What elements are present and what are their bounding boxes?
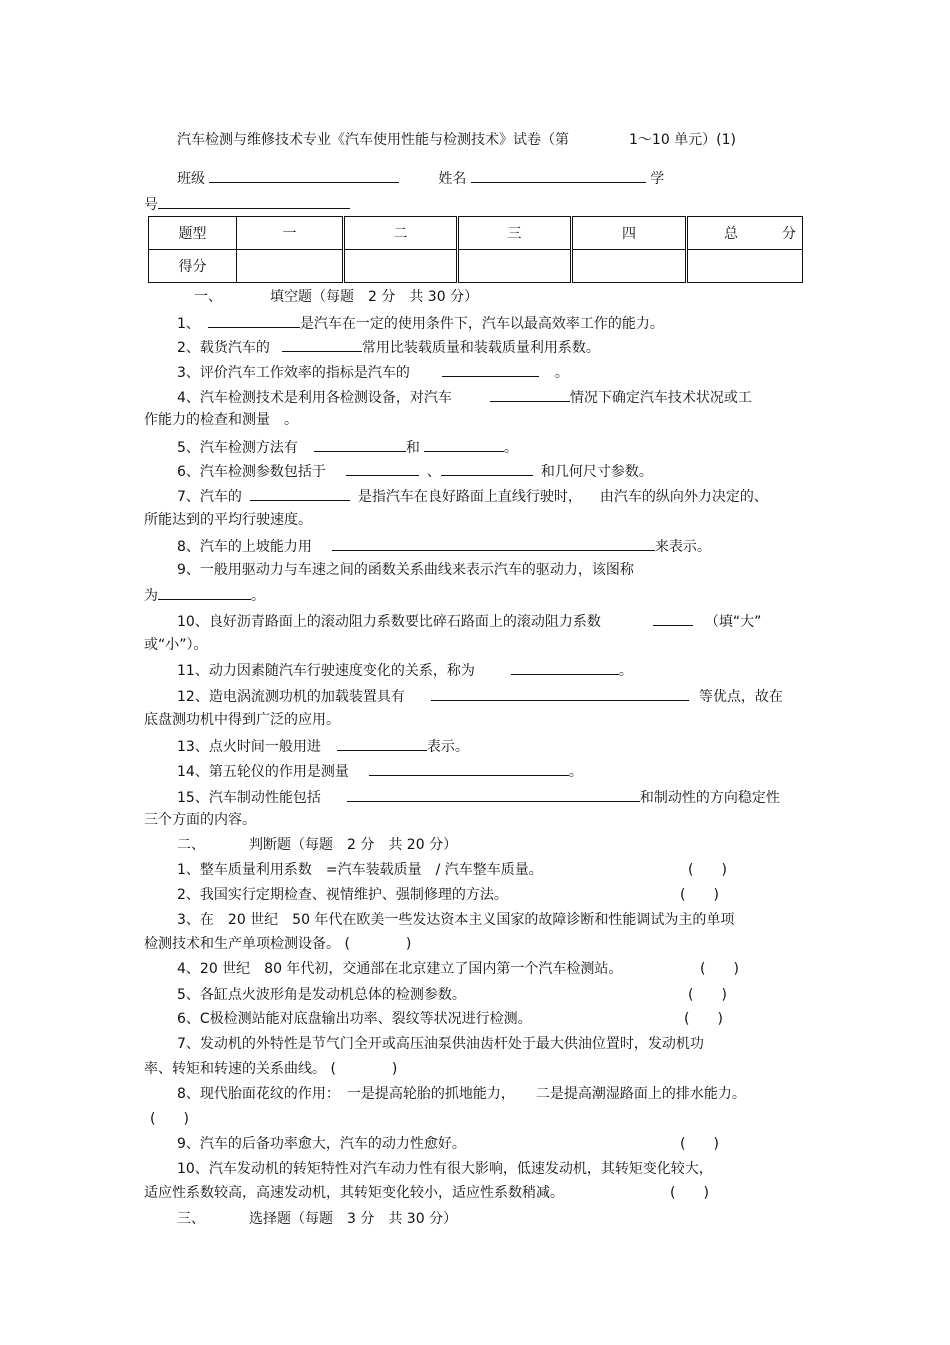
fill-q1: 1、 是汽车在一定的使用条件下，汽车以最高效率工作的能力。 xyxy=(177,313,664,333)
fill-q13-blank[interactable] xyxy=(337,736,427,751)
judge-q1: 1、整车质量利用系数 =汽车装载质量 / 汽车整车质量。 xyxy=(177,862,543,878)
fill-q8-blank[interactable] xyxy=(332,536,655,551)
judge-q6: 6、C极检测站能对底盘输出功率、裂纹等状况进行检测。 xyxy=(177,1011,532,1027)
fill-q11: 11、动力因素随汽车行驶速度变化的关系，称为 。 xyxy=(177,660,633,680)
column-3: 三 xyxy=(458,217,572,250)
judge-q5-answer[interactable]: ( ) xyxy=(688,987,727,1003)
fill-q10-blank[interactable] xyxy=(653,611,693,626)
fill-q5-blank-1[interactable] xyxy=(314,437,406,452)
section-2-heading: 二、 判断题（每题 2 分 共 20 分） xyxy=(177,837,458,853)
fill-q1-blank[interactable] xyxy=(208,313,300,328)
fill-q14-blank[interactable] xyxy=(369,761,569,776)
judge-q3-cont: 检测技术和生产单项检测设备。 ( ) xyxy=(144,936,412,952)
judge-q7-cont: 率、转矩和转速的关系曲线。 ( ) xyxy=(144,1061,398,1077)
fill-q7-blank[interactable] xyxy=(250,486,350,501)
column-4: 四 xyxy=(572,217,687,250)
judge-q4: 4、20 世纪 80 年代初，交通部在北京建立了国内第一个汽车检测站。 xyxy=(177,961,623,977)
fill-q9-blank[interactable] xyxy=(158,585,251,600)
fill-q4-cont: 作能力的检查和测量 。 xyxy=(144,412,298,428)
score-label: 得分 xyxy=(149,250,237,283)
score-cell-1[interactable] xyxy=(237,250,344,283)
student-info-line xyxy=(177,168,664,188)
judge-q8: 8、现代胎面花纹的作用： 一是提高轮胎的抓地能力， 二是提高潮湿路面上的排水能力。 xyxy=(177,1086,746,1102)
judge-q9: 9、汽车的后备功率愈大，汽车的动力性愈好。 xyxy=(177,1136,466,1152)
fill-q12-cont: 底盘测功机中得到广泛的应用。 xyxy=(144,712,340,728)
fill-q3-blank[interactable] xyxy=(442,362,539,377)
fill-q3: 3、评价汽车工作效率的指标是汽车的 。 xyxy=(177,362,569,382)
judge-q3: 3、在 20 世纪 50 年代在欧美一些发达资本主义国家的故障诊断和性能调试为主的单项 xyxy=(177,912,735,928)
judge-q4-answer[interactable]: ( ) xyxy=(700,961,739,977)
section-3-heading: 三、 选择题（每题 3 分 共 30 分） xyxy=(177,1211,458,1227)
class-field[interactable] xyxy=(209,168,399,183)
fill-q5: 5、汽车检测方法有 和 。 xyxy=(177,437,518,457)
fill-q15: 15、汽车制动性能包括 和制动性的方向稳定性 xyxy=(177,787,780,807)
score-table xyxy=(148,216,803,283)
question-type-label: 题型 xyxy=(149,217,237,250)
fill-q10-cont: 或“小”）。 xyxy=(144,637,208,653)
fill-q4: 4、汽车检测技术是利用各检测设备，对汽车 情况下确定汽车技术状况或工 xyxy=(177,387,752,407)
judge-q5: 5、各缸点火波形角是发动机总体的检测参数。 xyxy=(177,987,466,1003)
score-cell-total[interactable] xyxy=(687,250,803,283)
fill-q7-cont: 所能达到的平均行驶速度。 xyxy=(144,512,312,528)
fill-q4-blank[interactable] xyxy=(490,387,570,402)
judge-q9-answer[interactable]: ( ) xyxy=(680,1136,719,1152)
fill-q2: 2、载货汽车的 常用比装载质量和装载质量利用系数。 xyxy=(177,337,600,357)
fill-q6-blank-2[interactable] xyxy=(441,461,533,476)
name-field[interactable] xyxy=(471,168,646,183)
id-label-a: 学 xyxy=(650,171,665,187)
id-label-b: 号 xyxy=(144,197,158,213)
fill-q9: 9、一般用驱动力与车速之间的函数关系曲线来表示汽车的驱动力，该图称 xyxy=(177,562,634,578)
class-label: 班级 xyxy=(177,171,205,187)
score-table-score-row xyxy=(149,250,803,283)
fill-q5-blank-2[interactable] xyxy=(424,437,504,452)
fill-q13: 13、点火时间一般用进 表示。 xyxy=(177,736,469,756)
fill-q10: 10、良好沥青路面上的滚动阻力系数要比碎石路面上的滚动阻力系数 （填“大” xyxy=(177,611,761,631)
fill-q14: 14、第五轮仪的作用是测量 。 xyxy=(177,761,583,781)
fill-q12-blank[interactable] xyxy=(431,686,689,701)
fill-q2-blank[interactable] xyxy=(282,337,362,352)
judge-q10-cont: 适应性系数较高，高速发动机，其转矩变化较小，适应性系数稍减。 xyxy=(144,1185,564,1201)
judge-q2: 2、我国实行定期检查、视情维护、强制修理的方法。 xyxy=(177,887,508,903)
fill-q15-cont: 三个方面的内容。 xyxy=(144,812,256,828)
judge-q10-answer[interactable]: ( ) xyxy=(670,1185,709,1201)
fill-q8: 8、汽车的上坡能力用 来表示。 xyxy=(177,536,711,556)
column-total: 总 分 xyxy=(687,217,803,250)
score-cell-2[interactable] xyxy=(344,250,458,283)
judge-q8-answer[interactable]: ( ) xyxy=(150,1111,189,1127)
fill-q12: 12、造电涡流测功机的加载装置具有 等优点，故在 xyxy=(177,686,783,706)
judge-q7: 7、发动机的外特性是节气门全开或高压油泵供油齿杆处于最大供油位置时，发动机功 xyxy=(177,1036,704,1052)
student-id-field[interactable] xyxy=(158,194,350,209)
section-1-heading: 一、 填空题（每题 2 分 共 30 分） xyxy=(194,289,479,305)
fill-q9-cont: 为 。 xyxy=(144,585,265,605)
fill-q15-blank[interactable] xyxy=(347,787,640,802)
fill-q11-blank[interactable] xyxy=(511,660,619,675)
judge-q2-answer[interactable]: ( ) xyxy=(680,887,719,903)
name-label: 姓名 xyxy=(438,171,467,187)
score-cell-3[interactable] xyxy=(458,250,572,283)
judge-q10: 10、汽车发动机的转矩特性对汽车动力性有很大影响，低速发动机，其转矩变化较大， xyxy=(177,1161,713,1177)
fill-q6-blank-1[interactable] xyxy=(346,461,419,476)
student-id-line xyxy=(144,194,350,214)
column-2: 二 xyxy=(344,217,458,250)
column-1: 一 xyxy=(237,217,344,250)
exam-title: 汽车检测与维修技术专业《汽车使用性能与检测技术》试卷（第 1～10 单元）(1) xyxy=(177,132,737,148)
judge-q6-answer[interactable]: ( ) xyxy=(684,1011,723,1027)
fill-q6: 6、汽车检测参数包括于 、 和几何尺寸参数。 xyxy=(177,461,653,481)
judge-q1-answer[interactable]: ( ) xyxy=(688,862,727,878)
score-table-header-row xyxy=(149,217,803,250)
fill-q7: 7、汽车的 是指汽车在良好路面上直线行驶时， 由汽车的纵向外力决定的、 xyxy=(177,486,768,506)
score-cell-4[interactable] xyxy=(572,250,687,283)
